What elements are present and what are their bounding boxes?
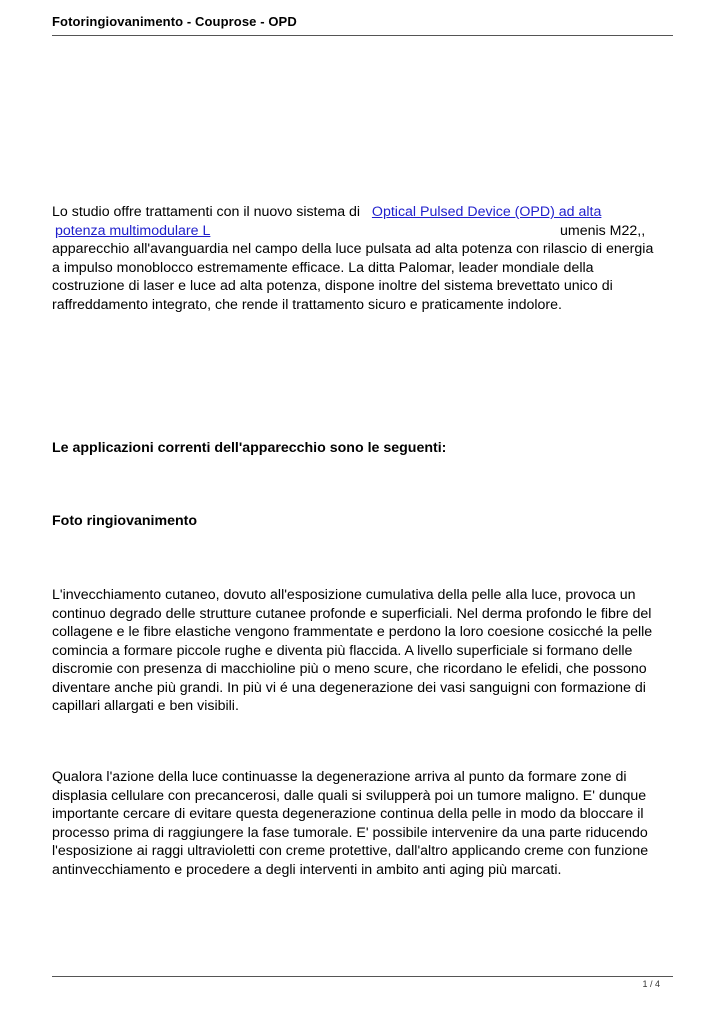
- header-divider: [52, 35, 673, 36]
- intro-line-6: raffreddamento integrato, che rende il trattamento sicuro e praticamente indolore.: [52, 296, 562, 313]
- intro-text-before-link: Lo studio offre trattamenti con il nuovo sistema di: [52, 204, 365, 220]
- intro-paragraph: [52, 203, 678, 314]
- page-number: 1 / 4: [642, 979, 660, 989]
- paragraph-degenerazione: Qualora l'azione della luce continuasse la degenerazione arriva al punto da formare zone di displasia cellulare con precancerosi, dalle quali si svilupperà poi un tumore maligno. E' dunque importante cercare di evitare questa degenerazione continua della pelle in modo da bloccare il processo prima di raggiungere la fase tumorale. E' possibile intervenire da una parte riducendo l'esposizione ai raggi ultravioletti con creme protettive, dall'altro applicando creme con funzione antinvecchiamento e procedere a degli interventi in ambito anti aging più marcati.: [52, 769, 649, 878]
- paragraph-invecchiamento: L'invecchiamento cutaneo, dovuto all'esposizione cumulativa della pelle alla luce, provoca un continuo degrado delle strutture cutanee profonde e superficiali. Nel derma profondo le fibre del collagene e le fibre elastiche vengono frammentate e perdono la loro coesione cosicché la pelle comincia a formare piccole rughe e diventa più flaccida. A livello superficiale si formano delle discromie con presenza di macchioline più o meno scure, che ricordano le efelidi, che possono diventare anche più grandi. In più vi é una degenerazione dei vasi sanguigni con formazione di capillari allargati e ben visibili.: [52, 587, 653, 714]
- intro-text-after-link: umenis M22,,: [560, 222, 646, 239]
- page-header-title: Fotoringiovanimento - Couprose - OPD: [52, 14, 297, 29]
- section-heading-foto-ringiovanimento: Foto ringiovanimento: [52, 513, 198, 529]
- intro-line-1: [52, 203, 678, 222]
- footer-divider: [52, 976, 673, 977]
- applications-heading: Le applicazioni correnti dell'apparecchio sono le seguenti:: [52, 440, 447, 456]
- intro-line-5: costruzione di laser e luce ad alta potenza, dispone inoltre del sistema brevettato unico di: [52, 278, 613, 294]
- opd-link-part1[interactable]: Optical Pulsed Device (OPD) ad alta: [371, 204, 602, 220]
- opd-link-part2[interactable]: potenza multimodulare L: [55, 222, 211, 239]
- intro-line-2: [52, 222, 678, 241]
- intro-line-3: apparecchio all'avanguardia nel campo della luce pulsata ad alta potenza con rilascio di energia: [52, 241, 654, 257]
- intro-line-4: a impulso monoblocco estremamente efficace. La ditta Palomar, leader mondiale della: [52, 259, 594, 276]
